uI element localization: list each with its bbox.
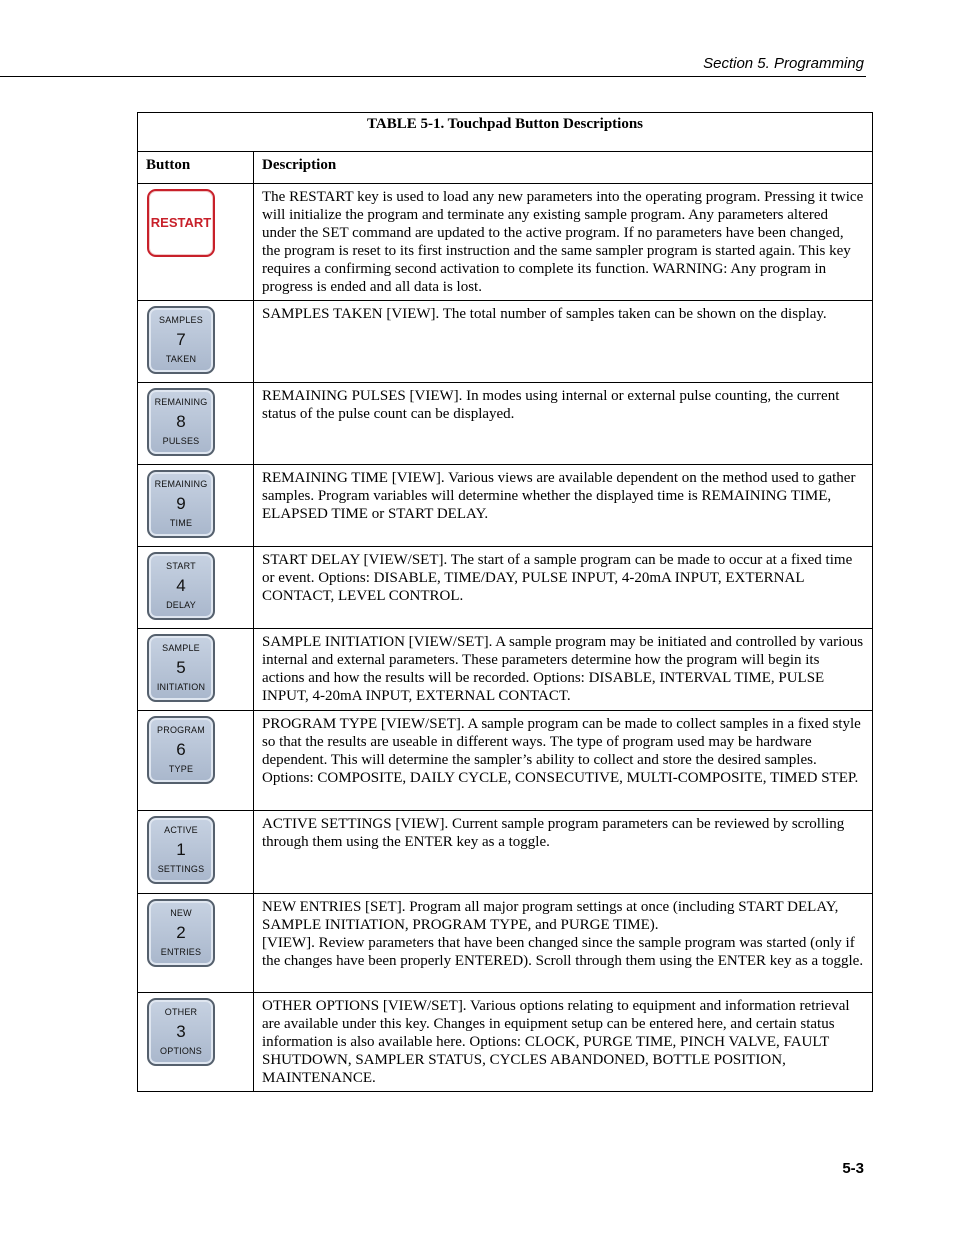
key-top-label: START: [166, 561, 196, 571]
key-bottom-label: TAKEN: [165, 354, 197, 364]
column-header-button: Button: [138, 152, 254, 184]
table-row: [138, 465, 873, 547]
table-row: [138, 184, 873, 301]
table-row: [138, 547, 873, 629]
description-cell: PROGRAM TYPE [VIEW/SET]. A sample program can be made to collect samples in a fixed style so that the results are useable in different ways. The type of program used may be hardware dependent. This will determine the sampler’s ability to collect and store the desired samples. Options: COMPOSITE, DAILY CYCLE, CONSECUTIVE, MULTI-COMPOSITE, TIMED STEP.: [254, 711, 873, 811]
description-cell: The RESTART key is used to load any new parameters into the operating program. Pressing it twice will initialize the program and terminate any existing sample program. Any parameters altered under the SET command are updated to the active program. If no parameters have been changed, the program is reset to its first instruction and the same sampler program is started again. This key requires a confirming second activation to complete its function. WARNING: Any program in progress is ended and all data is lost.: [254, 184, 873, 301]
key-bottom-label: OPTIONS: [160, 1046, 202, 1056]
button-cell: [138, 301, 254, 383]
button-cell: [138, 184, 254, 301]
description-paragraph: [VIEW]. Review parameters that have been changed since the sample program was started (only if the changes have been properly ENTERED). Scroll through them using the ENTER key as a toggle.: [262, 935, 864, 969]
key-top-label: SAMPLE: [162, 643, 200, 653]
table-caption-row: [138, 113, 873, 152]
key-bottom-label: TIME: [169, 518, 193, 528]
key-number: 7: [176, 330, 186, 349]
description-cell: [254, 894, 873, 993]
key-label: RESTART: [150, 215, 212, 230]
key-top-label: REMAINING: [154, 397, 208, 407]
key-top-label: NEW: [170, 908, 192, 918]
key-number: 4: [176, 576, 186, 595]
table-caption: TABLE 5-1. Touchpad Button Descriptions: [138, 113, 873, 152]
button-cell: [138, 465, 254, 547]
button-cell: [138, 894, 254, 993]
key-top-label: REMAINING: [154, 479, 208, 489]
button-cell: [138, 711, 254, 811]
remaining-pulses-key-icon: [147, 388, 215, 456]
table-row: [138, 301, 873, 383]
description-cell: SAMPLE INITIATION [VIEW/SET]. A sample program may be initiated and controlled by various internal and external parameters. These parameters determine how the program will begin its actions and how the results will be recorded. Options: DISABLE, INTERVAL TIME, PULSE INPUT, 4-20mA INPUT, EXTERNAL CONTACT.: [254, 629, 873, 711]
restart-key-icon: [147, 189, 215, 257]
key-number: 3: [176, 1022, 186, 1041]
description-cell: START DELAY [VIEW/SET]. The start of a sample program can be made to occur at a fixed time or event. Options: DISABLE, TIME/DAY, PULSE INPUT, 4-20mA INPUT, EXTERNAL CONTACT, LEVEL CONTROL.: [254, 547, 873, 629]
description-cell: SAMPLES TAKEN [VIEW]. The total number of samples taken can be shown on the display.: [254, 301, 873, 383]
header-divider: [0, 76, 866, 77]
table-row: [138, 629, 873, 711]
touchpad-button-table: [137, 112, 873, 1092]
key-bottom-label: DELAY: [166, 600, 196, 610]
other-options-key-icon: [147, 998, 215, 1066]
key-bottom-label: PULSES: [162, 436, 200, 446]
description-cell: REMAINING TIME [VIEW]. Various views are available dependent on the method used to gather samples. Program variables will determine whether the displayed time is REMAINING TIME, ELAPSED TIME or START DELAY.: [254, 465, 873, 547]
table-row: [138, 993, 873, 1092]
key-number: 6: [176, 740, 186, 759]
table-row: [138, 383, 873, 465]
description-cell: REMAINING PULSES [VIEW]. In modes using internal or external pulse counting, the current status of the pulse count can be displayed.: [254, 383, 873, 465]
key-number: 1: [176, 840, 186, 859]
key-bottom-label: TYPE: [168, 764, 194, 774]
description-cell: OTHER OPTIONS [VIEW/SET]. Various options relating to equipment and information retrieval are available under this key. Changes in equipment setup can be entered here, and certain status information is also available here. Options: CLOCK, PURGE TIME, PINCH VALVE, FAULT SHUTDOWN, SAMPLER STATUS, CYCLES ABANDONED, BOTTLE POSITION, MAINTENANCE.: [254, 993, 873, 1092]
active-settings-key-icon: [147, 816, 215, 884]
key-top-label: SAMPLES: [159, 315, 203, 325]
key-bottom-label: ENTRIES: [160, 947, 202, 957]
key-top-label: ACTIVE: [164, 825, 198, 835]
remaining-time-key-icon: [147, 470, 215, 538]
button-cell: [138, 811, 254, 894]
key-bottom-label: INITIATION: [156, 682, 206, 692]
key-number: 5: [176, 658, 186, 677]
button-cell: [138, 993, 254, 1092]
samples-taken-key-icon: [147, 306, 215, 374]
button-cell: [138, 629, 254, 711]
program-type-key-icon: [147, 716, 215, 784]
table-header-row: [138, 152, 873, 184]
table-row: [138, 894, 873, 993]
table-row: [138, 711, 873, 811]
key-number: 9: [176, 494, 186, 513]
sample-initiation-key-icon: [147, 634, 215, 702]
description-cell: ACTIVE SETTINGS [VIEW]. Current sample program parameters can be reviewed by scrolling through them using the ENTER key as a toggle.: [254, 811, 873, 894]
key-top-label: OTHER: [164, 1007, 198, 1017]
start-delay-key-icon: [147, 552, 215, 620]
button-cell: [138, 547, 254, 629]
description-paragraph: NEW ENTRIES [SET]. Program all major program settings at once (including START DELAY, SAMPLE INITIATION, PROGRAM TYPE, and PURGE TIME).: [262, 899, 839, 933]
new-entries-key-icon: [147, 899, 215, 967]
column-header-description: Description: [254, 152, 873, 184]
section-header: Section 5. Programming: [703, 55, 864, 72]
key-number: 2: [176, 923, 186, 942]
key-number: 8: [176, 412, 186, 431]
key-bottom-label: SETTINGS: [157, 864, 205, 874]
button-cell: [138, 383, 254, 465]
key-top-label: PROGRAM: [157, 725, 205, 735]
page-number: 5-3: [842, 1160, 864, 1177]
table-row: [138, 811, 873, 894]
